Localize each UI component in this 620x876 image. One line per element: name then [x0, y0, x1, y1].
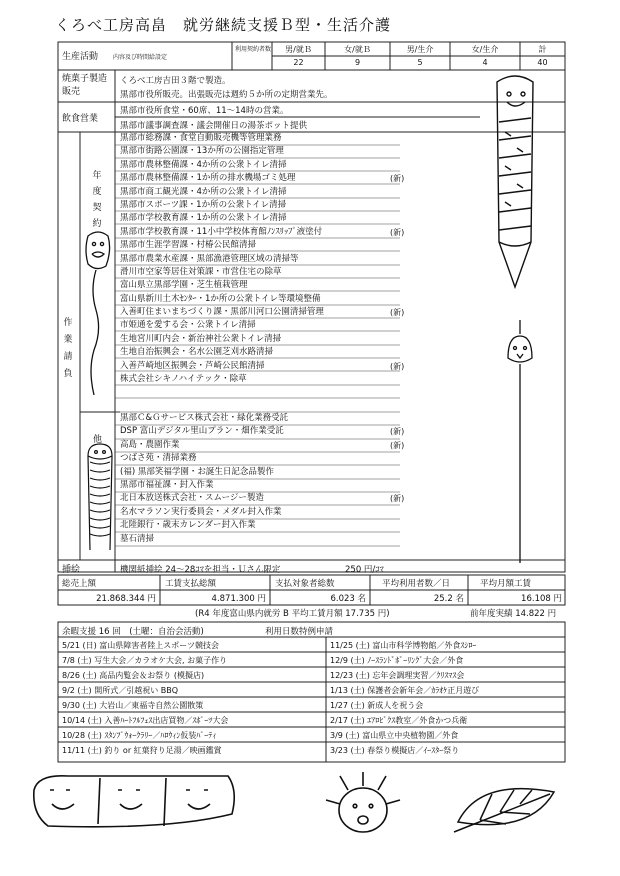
- leisure-left-item: 10/28 (土) ｽﾀﾝﾌﾟｳｫｰｸﾗﾘｰ／ﾊﾛｳｨﾝ仮装ﾊﾟｰﾃｨ: [62, 731, 217, 740]
- col-female-care: 女/生介: [471, 45, 499, 54]
- list-item: 黒部市生涯学習課・村椿公民館清掃: [120, 240, 257, 251]
- leisure-right-item: 1/27 (土) 新成人を祝う会: [330, 701, 424, 710]
- contract-label-char: 請: [63, 352, 73, 362]
- section-line: くろべ工房吉田３階で製造。: [120, 76, 231, 86]
- annual-items-list: [120, 132, 410, 386]
- list-item: 黒部市総務課・食堂自動販売機等管理業務: [120, 133, 282, 143]
- val-male-care: 5: [417, 58, 423, 67]
- summary-value: 4.871.300 円: [211, 594, 266, 604]
- leisure-left-item: 7/8 (土) 写生大会／カラオケ大会, お菓子作り: [62, 656, 228, 665]
- leaf-doodle: [450, 772, 560, 842]
- leisure-right-item: 2/17 (土) ｴｱﾛﾋﾞｸｽ教室／外食かつ兵衛: [330, 716, 468, 725]
- leisure-header-left: 余暇支援 16 回 (土曜：自治会活動): [62, 627, 204, 637]
- header-label: 生産活動: [62, 52, 99, 62]
- list-item: 名水マラソン実行委員会・メダル封入作業: [120, 506, 282, 517]
- sashie-label: 挿絵: [62, 565, 81, 575]
- list-item: 黒部市商工観光課・4か所の公衆トイレ清掃: [120, 186, 287, 197]
- leisure-left-item: 10/14 (土) 入善ﾊｰﾄﾌﾙﾌｪｽ出店買物／ｽﾎﾟｰﾂ大会: [62, 716, 229, 725]
- list-item: 株式会社シキノハイテック・除草: [120, 374, 247, 385]
- list-item: 黒部市学校教育課・1か所の公衆トイレ清掃: [120, 213, 287, 224]
- summary-value: 6.023 名: [330, 594, 366, 604]
- summary-header: 平均月額工賃: [480, 579, 532, 589]
- val-male-b: 22: [293, 58, 304, 67]
- list-item: 生地自治振興会・名水公園芝刈水路清掃: [120, 347, 274, 358]
- leisure-left-item: 8/26 (土) 高品内覧会＆お祭り (模擬店): [62, 671, 205, 680]
- list-item: 入善町住まいまちづくり課・黒部川河口公園清掃管理 (新): [120, 307, 405, 318]
- section-label-baked-goods: 焼菓子製造販売: [62, 74, 108, 97]
- list-item: 黒部市学校教育課・11小中学校体育館ﾉﾝｽﾘｯﾌﾟ液塗付 (新): [120, 226, 405, 237]
- val-female-b: 9: [354, 58, 361, 67]
- col-male-care: 男/生介: [406, 45, 434, 54]
- summary-value: 25.2 名: [433, 594, 464, 604]
- list-item: 黒部市農林整備課・1か所の排水機場ゴミ処理 (新): [120, 173, 405, 184]
- list-item: 入善芦崎地区振興会・芦崎公民館清掃 (新): [120, 360, 405, 371]
- leisure-left-item: 9/30 (土) 大岩山／東福寺自然公園散策: [62, 701, 204, 710]
- section-label-food-service: 飲食営業: [62, 114, 99, 124]
- leisure-right-item: 3/23 (土) 春祭り模擬店／ｲｰｽﾀｰ祭り: [330, 746, 460, 755]
- col-male-b: 男/就Ｂ: [285, 45, 312, 54]
- leisure-left-item: 5/21 (日) 富山県障害者陸上スポーツ競技会: [62, 641, 219, 650]
- contract-label-char: 作: [63, 318, 73, 328]
- summary-note-left: (R4 年度富山県内就労 B 平均工賃月額 17.735 円): [195, 609, 390, 619]
- annual-label-char: 年: [92, 171, 102, 181]
- section-line: 黒部市役所販売。出張販売は週約５か所の定期営業先。: [120, 90, 333, 100]
- sun-face-doodle: [318, 766, 408, 841]
- other-label: 他: [93, 435, 103, 445]
- contract-label-char: 業: [63, 335, 73, 345]
- pencil-face-doodle: [485, 72, 545, 297]
- list-item: 黒部市農林整備課・4か所の公衆トイレ清掃: [120, 159, 287, 170]
- summary-value: 16.108 円: [521, 594, 562, 604]
- list-item: (福) 黒部笑福学園・お誕生日記念品製作: [120, 466, 274, 477]
- list-item: 生地宮川町内会・新治神社公衆トイレ清掃: [120, 333, 282, 344]
- sashie-price: 250 円/ｺﾏ: [345, 565, 384, 575]
- summary-header: 平均利用者数／日: [382, 579, 451, 589]
- section-line: 黒部市役所食堂・60席、11～14時の営業。: [120, 106, 289, 116]
- summary-header: 総売上額: [62, 579, 97, 589]
- leisure-left-item: 11/11 (土) 釣り or 紅葉狩り足湯／映画鑑賞: [62, 746, 222, 755]
- list-item: 北日本放送株式会社・スムージー製造 (新): [120, 493, 405, 504]
- contract-label-char: 負: [63, 369, 73, 379]
- col-female-b: 女/就Ｂ: [344, 45, 371, 54]
- val-female-care: 4: [482, 58, 488, 67]
- leisure-right-item: 12/9 (土) ﾉｰｽﾗﾝﾄﾞﾎﾞｰﾘﾝｸﾞ大会／外食: [330, 656, 464, 665]
- list-item: 富山県新川土木ｾﾝﾀｰ・1か所の公衆トイレ等環境整備: [120, 293, 321, 304]
- annual-label-char: 度: [92, 187, 102, 197]
- other-items-list: [120, 412, 410, 546]
- header-sublabel: 内容及び時間給設定: [113, 54, 168, 61]
- leisure-right-item: 1/13 (土) 保護者会新年会／ｶﾗｵｹ正月遊び: [330, 686, 480, 695]
- annual-label-char: 約: [92, 219, 102, 229]
- bird-doodle: [500, 318, 540, 568]
- list-item: 高島・農園作業 (新): [120, 439, 405, 450]
- list-item: 黒部市福祉課・封入作業: [120, 479, 214, 490]
- list-item: 滑川市空家等居住対策課・市営住宅の除草: [120, 266, 282, 277]
- list-item: DSP 富山デジタル里山プラン・畑作業受託 (新): [120, 426, 405, 437]
- list-item: 富山県立黒部学園・芝生植栽管理: [120, 280, 248, 291]
- leisure-left-item: 9/2 (土) 開所式／引越祝い BBQ: [62, 686, 179, 695]
- section-line: 黒部市議事調査課・議会開催日の湯茶ポット提供: [120, 121, 308, 131]
- list-item: 市姫通を愛する会・公衆トイレ清掃: [120, 320, 256, 331]
- summary-header: 工賃支払総額: [165, 579, 217, 589]
- col-total: 計: [538, 45, 547, 54]
- list-item: 黒部Ｃ&Ｇサービス株式会社・緑化業務受託: [120, 413, 289, 423]
- summary-value: 21.868.344 円: [96, 594, 156, 604]
- leisure-right-item: 12/23 (土) 忘年会調理実習／ｸﾘｽﾏｽ会: [330, 671, 465, 680]
- annual-label-char: 契: [92, 203, 102, 213]
- list-item: 黒部市スポーツ課・1か所の公衆トイレ清掃: [120, 199, 287, 210]
- list-item: 黒部市街路公園課・13か所の公園指定管理: [120, 146, 284, 157]
- val-total: 40: [537, 58, 548, 67]
- list-item: 墓石清掃: [120, 533, 155, 544]
- smiley-doodle: [82, 230, 114, 400]
- page-title: くろべ工房高畠 就労継続支援Ｂ型・生活介護: [55, 16, 392, 34]
- leisure-header-right: 利用日数特例申請: [265, 627, 334, 637]
- list-item: 北陸銀行・歳末カレンダー封入作業: [120, 520, 256, 531]
- leisure-right-item: 3/9 (土) 富山県立中央植物園／外食: [330, 731, 459, 740]
- three-faces-doodle: [28, 770, 238, 840]
- caterpillar-doodle: [84, 440, 118, 560]
- list-item: 黒部市農業水産課・黒部漁港管理区域の清掃等: [120, 253, 299, 264]
- users-contract-label: 利用契約者数: [235, 46, 272, 53]
- leisure-right-item: 11/25 (土) 富山市科学博物館／外食ｽｼﾛｰ: [330, 641, 477, 650]
- summary-note-right: 前年度実績 14.822 円: [470, 609, 557, 619]
- sashie-text: 機関紙挿絵 24～28ｺﾏを担当・Ｕさん限定: [120, 565, 281, 575]
- summary-header: 支払対象者総数: [275, 579, 335, 589]
- list-item: つばさ苑・清掃業務: [120, 453, 197, 464]
